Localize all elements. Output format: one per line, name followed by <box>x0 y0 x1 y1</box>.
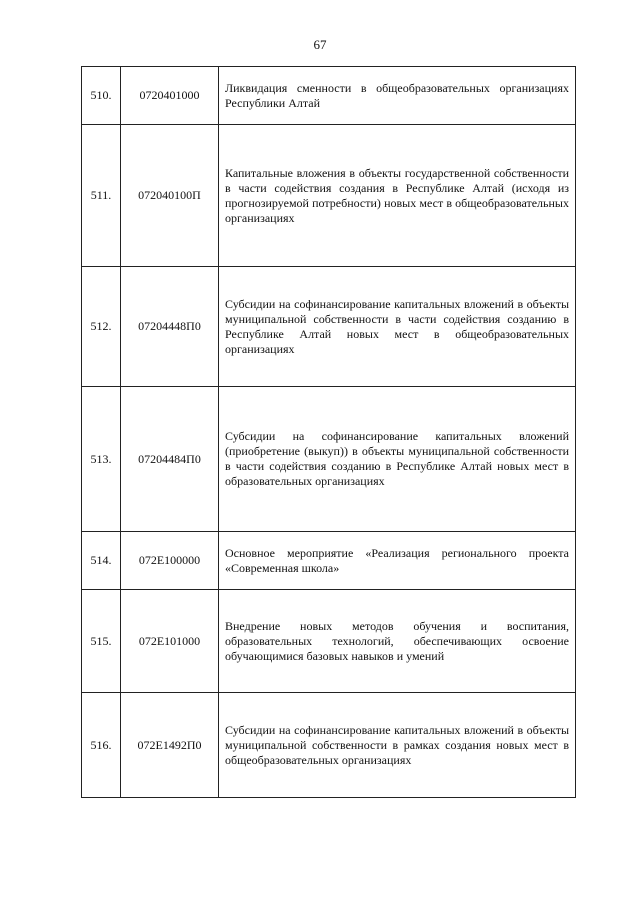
row-number: 513. <box>82 387 121 532</box>
classification-code: 072040100П <box>121 125 219 267</box>
row-number: 510. <box>82 67 121 125</box>
row-number: 512. <box>82 267 121 387</box>
row-number: 511. <box>82 125 121 267</box>
table-row <box>82 67 576 125</box>
row-description: Ликвидация сменности в общеобразовательных организациях Республики Алтай <box>225 80 569 110</box>
classification-code: 07204484П0 <box>121 387 219 532</box>
row-description-cell <box>219 590 576 693</box>
row-description-cell <box>219 67 576 125</box>
table-row <box>82 125 576 267</box>
row-description-cell <box>219 693 576 798</box>
row-number: 516. <box>82 693 121 798</box>
page-number: 67 <box>313 37 327 52</box>
row-description-cell <box>219 267 576 387</box>
budget-codes-table <box>81 66 576 798</box>
row-description: Внедрение новых методов обучения и воспитания, образовательных технологий, обеспечивающих освоение обучающимися базовых навыков и умений <box>225 618 569 663</box>
row-description: Субсидии на софинансирование капитальных вложений (приобретение (выкуп)) в объекты муниципальной собственности в части содействия созданию в Республике Алтай новых мест в образовательных организациях <box>225 429 569 488</box>
row-description: Капитальные вложения в объекты государственной собственности в части содействия создания в Республике Алтай (исходя из прогнозируемой потребности) новых мест в общеобразовательных организациях <box>225 165 569 225</box>
classification-code: 072Е1492П0 <box>121 693 219 798</box>
row-number: 514. <box>82 532 121 590</box>
classification-code: 072Е100000 <box>121 532 219 590</box>
row-description: Основное мероприятие «Реализация регионального проекта «Современная школа» <box>225 545 569 575</box>
classification-code: 072Е101000 <box>121 590 219 693</box>
row-number: 515. <box>82 590 121 693</box>
classification-code: 07204448П0 <box>121 267 219 387</box>
row-description: Субсидии на софинансирование капитальных вложений в объекты муниципальной собственности в рамках создания новых мест в общеобразовательных организациях <box>225 722 569 767</box>
row-description-cell <box>219 532 576 590</box>
table-row <box>82 387 576 532</box>
row-description-cell <box>219 125 576 267</box>
table-row <box>82 590 576 693</box>
table-row <box>82 693 576 798</box>
row-description: Субсидии на софинансирование капитальных вложений в объекты муниципальной собственности в части содействия созданию в Республике Алтай новых мест в общеобразовательных организациях <box>225 296 569 356</box>
table-row <box>82 267 576 387</box>
table-row <box>82 532 576 590</box>
row-description-cell <box>219 387 576 532</box>
classification-code: 0720401000 <box>121 67 219 125</box>
